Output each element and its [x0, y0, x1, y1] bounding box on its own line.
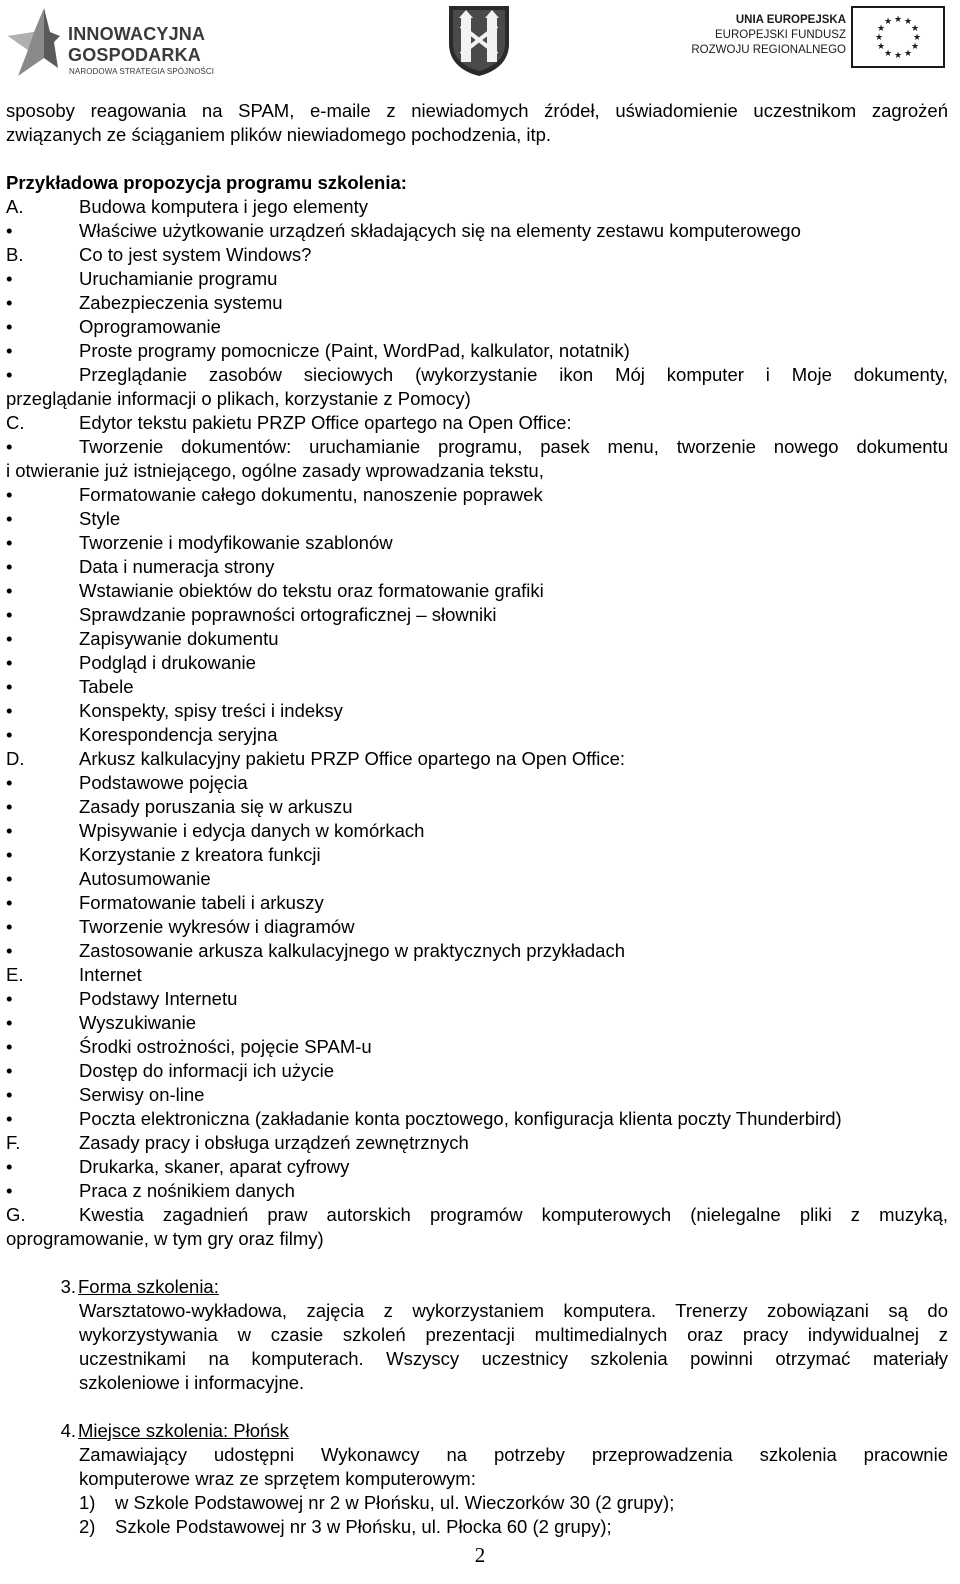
list-item-continuation: przeglądanie informacji o plikach, korzystanie z Pomocy)	[6, 388, 471, 409]
svg-text:★: ★	[910, 24, 920, 34]
svg-text:★: ★	[893, 15, 903, 25]
eu-line-2: EUROPEJSKI FUNDUSZ	[715, 29, 846, 41]
list-item: • Dostęp do informacji ich użycie	[6, 1060, 334, 1081]
svg-text:★: ★	[912, 33, 922, 43]
list-item: • Tworzenie dokumentów: uruchamianie programu, pasek menu, tworzenie nowego dokumentu	[6, 436, 948, 457]
list-item: • Korespondencja seryjna	[6, 724, 278, 745]
list-item: • Konspekty, spisy treści i indeksy	[6, 700, 343, 721]
section-c-heading: C. Edytor tekstu pakietu PRZP Office opartego na Open Office:	[6, 412, 572, 433]
eu-fund-logo	[680, 6, 950, 70]
section-f-heading: F. Zasady pracy i obsługa urządzeń zewnętrznych	[6, 1132, 469, 1153]
svg-text:★: ★	[903, 49, 913, 59]
point-4-text: komputerowe wraz ze sprzętem komputerowym:	[79, 1468, 476, 1489]
page-header	[0, 0, 960, 90]
list-item: • Właściwe użytkowanie urządzeń składających się na elementy zestawu komputerowego	[6, 220, 801, 241]
point-3-text: wykorzystywania w czasie szkoleń prezentacji multimedialnych oraz pracy indywidualnej z	[79, 1324, 948, 1345]
point-3-text: uczestnikami na komputerach. Wszyscy uczestnicy szkolenia powinni otrzymać materiały	[79, 1348, 948, 1369]
intro-line-2: związanych ze ściąganiem plików niewiadomego pochodzenia, itp.	[6, 124, 552, 145]
intro-line-1: sposoby reagowania na SPAM, e-maile z niewiadomych źródeł, uświadomienie uczestnikom zagrożeń	[6, 100, 948, 121]
spacer	[6, 1251, 948, 1275]
svg-text:★: ★	[883, 49, 893, 59]
innowacyjna-gospodarka-logo	[2, 4, 242, 78]
section-a-heading: A. Budowa komputera i jego elementy	[6, 196, 368, 217]
eu-line-3: ROZWOJU REGIONALNEGO	[691, 44, 846, 56]
list-item: • Data i numeracja strony	[6, 556, 275, 577]
point-3-heading: 3. Forma szkolenia:	[60, 1276, 219, 1297]
sublist-item: 1) w Szkole Podstawowej nr 2 w Płońsku, ul. Wieczorków 30 (2 grupy);	[79, 1492, 675, 1513]
point-4-heading: 4. Miejsce szkolenia: Płońsk	[60, 1420, 289, 1441]
sublist-item: 2) Szkole Podstawowej nr 3 w Płońsku, ul. Płocka 60 (2 grupy);	[79, 1516, 612, 1537]
point-3-text: Warsztatowo-wykładowa, zajęcia z wykorzystaniem komputera. Trenerzy zobowiązani są do	[79, 1300, 948, 1321]
list-item: • Środki ostrożności, pojęcie SPAM-u	[6, 1036, 372, 1057]
list-item: • Oprogramowanie	[6, 316, 221, 337]
list-item: • Podstawowe pojęcia	[6, 772, 248, 793]
list-item: • Zasady poruszania się w arkuszu	[6, 796, 353, 817]
svg-text:★: ★	[883, 17, 893, 27]
program-title: Przykładowa propozycja programu szkolenia:	[6, 172, 407, 193]
point-3-text: szkoleniowe i informacyjne.	[79, 1372, 305, 1393]
eu-flag-icon	[851, 6, 945, 68]
document-body	[6, 99, 948, 1539]
list-item: • Sprawdzanie poprawności ortograficznej – słowniki	[6, 604, 497, 625]
list-item: • Uruchamianie programu	[6, 268, 278, 289]
logo-line-1: INNOWACYJNA	[68, 24, 206, 44]
list-item: • Zastosowanie arkusza kalkulacyjnego w praktycznych przykładach	[6, 940, 626, 961]
list-item: • Tworzenie wykresów i diagramów	[6, 916, 355, 937]
logo-line-3: NARODOWA STRATEGIA SPÓJNOŚCI	[69, 67, 215, 76]
svg-text:★: ★	[876, 24, 886, 34]
list-item: • Formatowanie tabeli i arkuszy	[6, 892, 324, 913]
section-b-heading: B. Co to jest system Windows?	[6, 244, 312, 265]
eu-line-1: UNIA EUROPEJSKA	[735, 14, 846, 26]
section-e-heading: E. Internet	[6, 964, 142, 985]
list-item: • Zabezpieczenia systemu	[6, 292, 283, 313]
svg-text:★: ★	[874, 33, 884, 43]
list-item-continuation: i otwieranie już istniejącego, ogólne zasady wprowadzania tekstu,	[6, 460, 544, 481]
list-item: • Poczta elektroniczna (zakładanie konta pocztowego, konfiguracja klienta poczty Thunderbird)	[6, 1108, 842, 1129]
town-coat-of-arms-icon	[447, 4, 511, 78]
svg-text:★: ★	[903, 17, 913, 27]
list-item: • Formatowanie całego dokumentu, nanoszenie poprawek	[6, 484, 543, 505]
list-item: • Style	[6, 508, 121, 529]
section-d-heading: D. Arkusz kalkulacyjny pakietu PRZP Office opartego na Open Office:	[6, 748, 626, 769]
list-item: • Podstawy Internetu	[6, 988, 238, 1009]
list-item: • Serwisy on-line	[6, 1084, 205, 1105]
svg-text:★: ★	[910, 42, 920, 52]
list-item: • Podgląd i drukowanie	[6, 652, 256, 673]
svg-text:★: ★	[876, 42, 886, 52]
spacer	[6, 147, 948, 171]
list-item: • Wstawianie obiektów do tekstu oraz formatowanie grafiki	[6, 580, 544, 601]
list-item: • Proste programy pomocnicze (Paint, WordPad, kalkulator, notatnik)	[6, 340, 630, 361]
list-item: • Korzystanie z kreatora funkcji	[6, 844, 321, 865]
list-item: • Wpisywanie i edycja danych w komórkach	[6, 820, 425, 841]
list-item: • Tabele	[6, 676, 134, 697]
star-logo-icon	[4, 6, 60, 78]
list-item: • Tworzenie i modyfikowanie szablonów	[6, 532, 393, 553]
point-4-text: Zamawiający udostępni Wykonawcy na potrzeby przeprowadzenia szkolenia pracownie	[79, 1444, 948, 1465]
list-item: • Wyszukiwanie	[6, 1012, 197, 1033]
logo-line-2: GOSPODARKA	[68, 45, 202, 65]
list-item: • Przeglądanie zasobów sieciowych (wykorzystanie ikon Mój komputer i Moje dokumenty,	[6, 364, 948, 385]
section-g-heading: G. Kwestia zagadnień praw autorskich programów komputerowych (nielegalne pliki z muzyką,	[6, 1204, 948, 1225]
list-item: • Drukarka, skaner, aparat cyfrowy	[6, 1156, 350, 1177]
list-item: • Autosumowanie	[6, 868, 211, 889]
spacer	[6, 1395, 948, 1419]
section-g-continuation: oprogramowanie, w tym gry oraz filmy)	[6, 1228, 324, 1249]
list-item: • Praca z nośnikiem danych	[6, 1180, 295, 1201]
svg-text:★: ★	[893, 51, 903, 61]
list-item: • Zapisywanie dokumentu	[6, 628, 279, 649]
page-number: 2	[474, 1543, 486, 1567]
